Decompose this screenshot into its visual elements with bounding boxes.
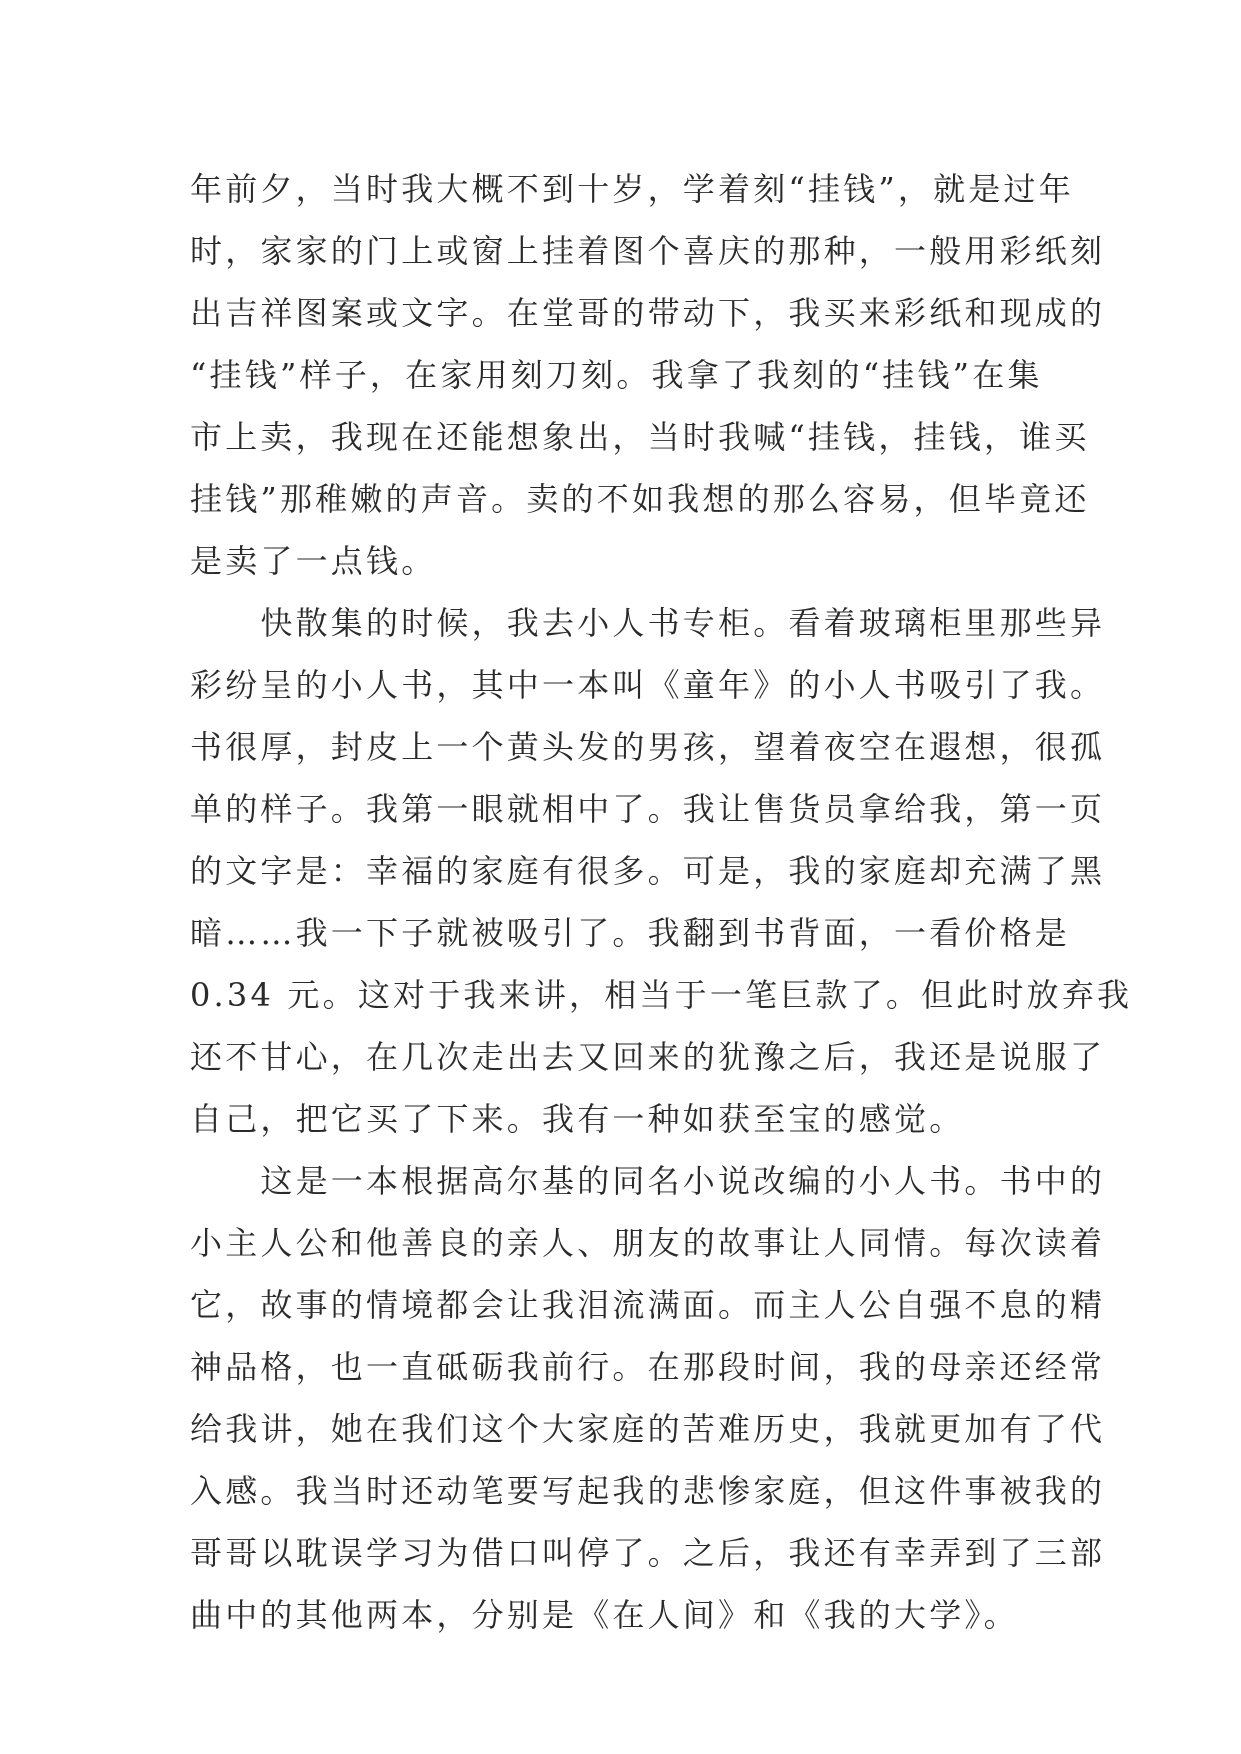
text-line: 还不甘心，在几次走出去又回来的犹豫之后，我还是说服了 — [190, 1038, 1106, 1076]
text-line: 给我讲，她在我们这个大家庭的苦难历史，我就更加有了代 — [190, 1410, 1106, 1448]
text-line: 入感。我当时还动笔要写起我的悲惨家庭，但这件事被我的 — [190, 1472, 1106, 1510]
text-line: 快散集的时候，我去小人书专柜。看着玻璃柜里那些异 — [190, 604, 1106, 642]
text-line: 暗……我一下子就被吸引了。我翻到书背面，一看价格是 — [190, 914, 1071, 952]
text-line: 单的样子。我第一眼就相中了。我让售货员拿给我，第一页 — [190, 790, 1106, 828]
text-line: 市上卖，我现在还能想象出，当时我喊“挂钱，挂钱，谁买 — [190, 418, 1090, 456]
text-line: 挂钱”那稚嫩的声音。卖的不如我想的那么容易，但毕竟还 — [190, 480, 1090, 518]
text-line: 它，故事的情境都会让我泪流满面。而主人公自强不息的精 — [190, 1286, 1106, 1324]
text-line: 出吉祥图案或文字。在堂哥的带动下，我买来彩纸和现成的 — [190, 294, 1106, 332]
text-line: 时，家家的门上或窗上挂着图个喜庆的那种，一般用彩纸刻 — [190, 232, 1106, 270]
body-text — [190, 158, 1133, 1646]
text-line: 是卖了一点钱。 — [190, 542, 437, 580]
text-line: 小主人公和他善良的亲人、朋友的故事让人同情。每次读着 — [190, 1224, 1106, 1262]
text-line: 年前夕，当时我大概不到十岁，学着刻“挂钱”，就是过年 — [190, 170, 1074, 208]
text-line: 这是一本根据高尔基的同名小说改编的小人书。书中的 — [190, 1162, 1106, 1200]
text-line: 书很厚，封皮上一个黄头发的男孩，望着夜空在遐想，很孤 — [190, 728, 1106, 766]
text-line: 自己，把它买了下来。我有一种如获至宝的感觉。 — [190, 1100, 965, 1138]
text-line: 哥哥以耽误学习为借口叫停了。之后，我还有幸弄到了三部 — [190, 1534, 1106, 1572]
text-line: 彩纷呈的小人书，其中一本叫《童年》的小人书吸引了我。 — [190, 666, 1106, 704]
text-line: 曲中的其他两本，分别是《在人间》和《我的大学》。 — [190, 1596, 1019, 1634]
text-line: 神品格，也一直砥砺我前行。在那段时间，我的母亲还经常 — [190, 1348, 1106, 1386]
text-line: “挂钱”样子，在家用刻刀刻。我拿了我刻的“挂钱”在集 — [190, 356, 1043, 394]
text-line: 的文字是：幸福的家庭有很多。可是，我的家庭却充满了黑 — [190, 852, 1106, 890]
text-line: 0.34 元。这对于我来讲，相当于一笔巨款了。但此时放弃我 — [190, 976, 1133, 1014]
